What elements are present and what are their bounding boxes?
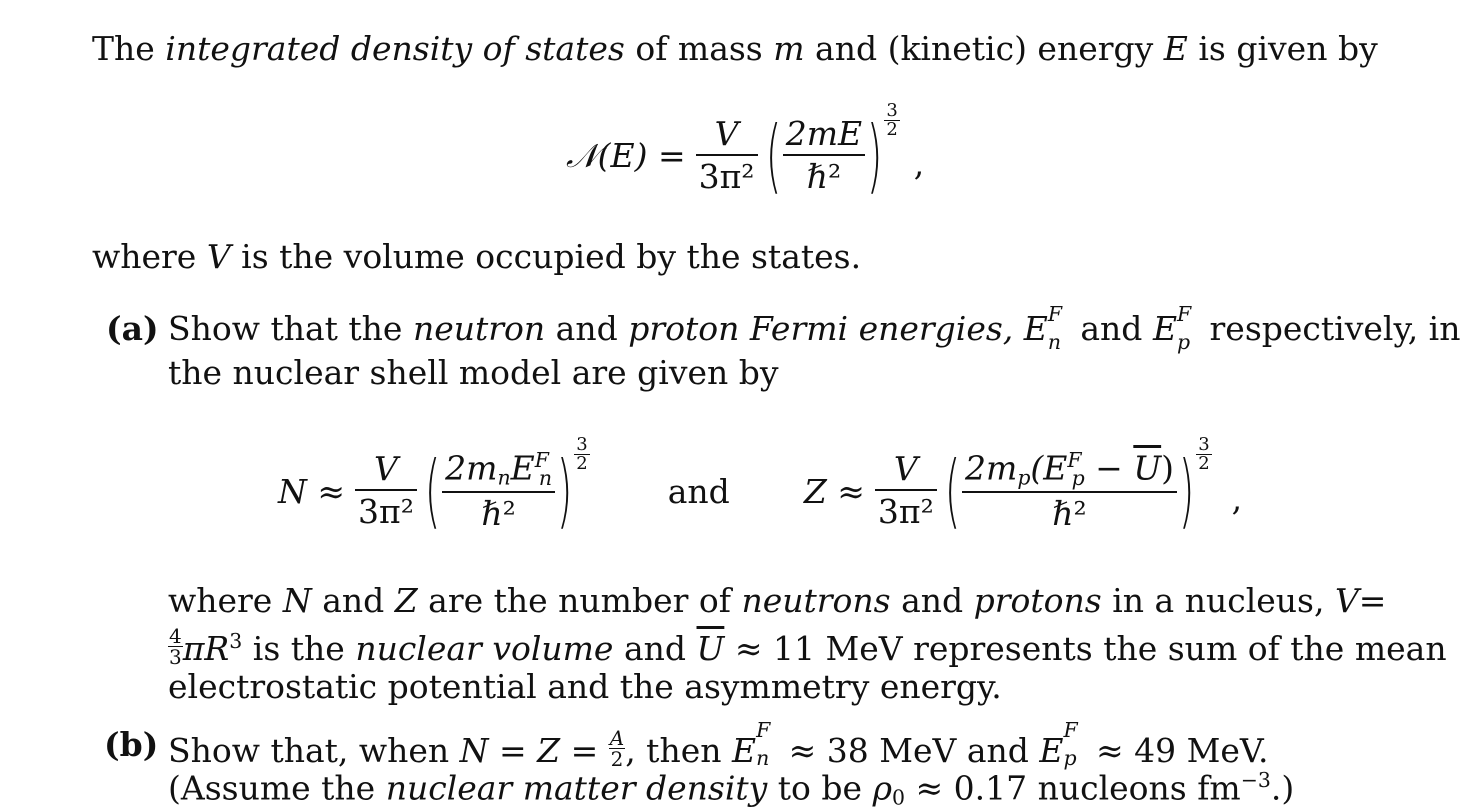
- t: 4: [169, 624, 182, 648]
- eq1-inner-numerator: 2mE: [783, 117, 865, 156]
- t: .): [1270, 768, 1295, 808]
- t: ): [1161, 448, 1174, 488]
- sup-sub: [1063, 718, 1085, 770]
- eq2-right-fraction: [875, 449, 937, 531]
- intro-line: [92, 29, 1378, 68]
- text: and: [1069, 309, 1153, 348]
- numerator: V: [875, 452, 937, 491]
- left-paren: (: [424, 444, 441, 537]
- left-paren: (: [765, 109, 781, 202]
- inner-num: [442, 450, 555, 493]
- t: E: [731, 731, 757, 770]
- t: ρ: [872, 768, 892, 808]
- t: p: [1017, 465, 1031, 490]
- t: Show that, when: [168, 731, 460, 770]
- t: πR: [182, 629, 230, 668]
- eq1-exponent: [884, 102, 899, 139]
- t: 3: [169, 645, 182, 669]
- eq1-numerator: V: [696, 117, 758, 156]
- t: and: [613, 629, 697, 668]
- t: where: [168, 581, 283, 620]
- math-V: V: [206, 237, 231, 276]
- sub: n: [1047, 330, 1062, 354]
- sup: F: [1177, 302, 1192, 326]
- t: p: [1071, 465, 1085, 490]
- text: Show that the: [168, 309, 413, 348]
- t: $\overline{U}$: [696, 629, 725, 668]
- intro-text: of mass: [624, 29, 774, 68]
- t: −: [1084, 448, 1134, 488]
- term-protons: protons: [973, 581, 1102, 620]
- part-a-label: (a): [106, 309, 159, 348]
- left-paren: (: [944, 444, 961, 537]
- eq1-comma: ,: [913, 143, 925, 183]
- right-paren: ): [556, 444, 573, 537]
- t: F: [534, 448, 549, 473]
- numerator: V: [355, 452, 417, 491]
- eq1-lhs: 𝒩(E) =: [566, 136, 686, 175]
- t: N: [282, 581, 312, 620]
- exp-den: 2: [886, 119, 898, 140]
- eq2-comma: ,: [1231, 478, 1243, 518]
- t: , then: [625, 731, 732, 770]
- exp-den: 2: [1198, 453, 1210, 474]
- t: 0: [891, 785, 905, 809]
- sup-sub: [756, 718, 778, 770]
- sup-sub: [1177, 302, 1199, 354]
- volume-line: [92, 237, 862, 276]
- t: E: [510, 448, 535, 488]
- denominator: 3π²: [877, 492, 934, 531]
- exp-num: 3: [1198, 434, 1210, 455]
- right-paren: ): [1178, 444, 1195, 537]
- sup: F: [756, 718, 771, 742]
- eq2-left-exponent: [574, 436, 589, 473]
- t: A: [609, 726, 625, 750]
- t: 3: [229, 628, 243, 653]
- eq2-right-exponent: [1196, 436, 1211, 473]
- A-over-2: [609, 728, 625, 769]
- t: (Assume the: [168, 768, 386, 808]
- part-b-line1: [168, 718, 1269, 771]
- t: ≈ 38 MeV and: [778, 731, 1040, 770]
- t: in a nucleus,: [1101, 581, 1335, 620]
- term-integrated-density: integrated density of states: [165, 29, 625, 68]
- term-nuclear-matter-density: nuclear matter density: [385, 768, 768, 808]
- exp-den: 2: [576, 453, 588, 474]
- sup-sub: [1047, 302, 1070, 354]
- t: ≈ 0.17 nucleons fm: [904, 768, 1241, 808]
- text: and: [545, 309, 629, 348]
- math-E: E: [1163, 29, 1188, 68]
- t: −3: [1240, 768, 1271, 792]
- t: 2m: [965, 448, 1018, 488]
- text: where: [92, 237, 207, 276]
- term-neutrons: neutrons: [741, 581, 891, 620]
- inner-den: ℏ²: [1052, 494, 1087, 534]
- inner-num: [962, 450, 1177, 493]
- term-nuclear-volume: nuclear volume: [355, 629, 614, 668]
- equation-density-of-states: [566, 100, 925, 206]
- seg: [168, 581, 1359, 620]
- sub: p: [1177, 330, 1191, 354]
- t: 2: [610, 747, 624, 771]
- intro-text: and (kinetic) energy: [804, 29, 1164, 68]
- four-thirds: [168, 626, 183, 667]
- after-eq2-line1: [168, 581, 1387, 620]
- t: electrostatic potential and the asymmetry energy.: [168, 667, 1002, 706]
- t: 2m: [445, 448, 498, 488]
- term-neutron: neutron: [412, 309, 546, 348]
- t: n: [497, 465, 511, 490]
- after-eq2-line2: [168, 626, 1447, 667]
- text: respectively, in: [1199, 309, 1461, 348]
- exp-num: 3: [886, 100, 898, 121]
- sup: F: [1063, 718, 1078, 742]
- t: n: [538, 465, 553, 490]
- text: is the volume occupied by the states.: [230, 237, 862, 276]
- denominator: 3π²: [358, 492, 414, 531]
- term-proton-fermi: proton Fermi energies,: [628, 309, 1014, 348]
- t: and: [311, 581, 395, 620]
- t: and: [890, 581, 974, 620]
- inner-den: ℏ²: [481, 494, 516, 534]
- part-b-label: (b): [104, 725, 159, 764]
- equation-fermi: [278, 436, 1278, 546]
- eq2-right-inner: [962, 448, 1177, 534]
- eq2-left-inner: [442, 448, 555, 534]
- t: N = Z =: [459, 731, 609, 770]
- eq2-left-fraction: [355, 449, 417, 531]
- t: is the: [242, 629, 356, 668]
- t: ≈ 11 MeV represents the sum of the mean: [724, 629, 1447, 668]
- t: E: [1039, 731, 1064, 770]
- eq1-fraction: [696, 114, 758, 196]
- eq1-inner-fraction: [783, 114, 865, 196]
- eq2-and: and: [667, 471, 730, 511]
- math-m: m: [773, 29, 805, 68]
- t: (E: [1030, 448, 1068, 488]
- t: ≈ 49 MeV.: [1085, 731, 1269, 770]
- exp-num: 3: [576, 434, 588, 455]
- eq1-inner-denominator: ℏ²: [806, 157, 842, 196]
- part-a-line2: [168, 353, 779, 392]
- eq2-left-lhs: N ≈: [278, 471, 346, 511]
- t: to be: [767, 768, 873, 808]
- t: =: [1358, 581, 1387, 620]
- part-a-line1: [168, 302, 1461, 354]
- sub: n: [756, 746, 770, 770]
- t: are the number of: [417, 581, 742, 620]
- right-paren: ): [866, 109, 883, 202]
- t: Z: [394, 581, 418, 620]
- sub: p: [1063, 746, 1077, 770]
- after-eq2-line3: [168, 667, 1002, 706]
- math-E: E: [1152, 309, 1178, 348]
- part-b-line2: [168, 770, 1294, 808]
- intro-text: The: [92, 29, 166, 68]
- t: $\overline{U}$: [1133, 448, 1162, 488]
- t: F: [1067, 448, 1082, 473]
- intro-text: is given by: [1187, 29, 1378, 68]
- t: V: [1334, 581, 1359, 620]
- eq2-right-lhs: Z ≈: [803, 471, 865, 511]
- math-E: E: [1023, 309, 1048, 348]
- eq1-denominator: 3π²: [698, 157, 755, 196]
- sup: F: [1047, 302, 1063, 326]
- text: the nuclear shell model are given by: [168, 353, 779, 392]
